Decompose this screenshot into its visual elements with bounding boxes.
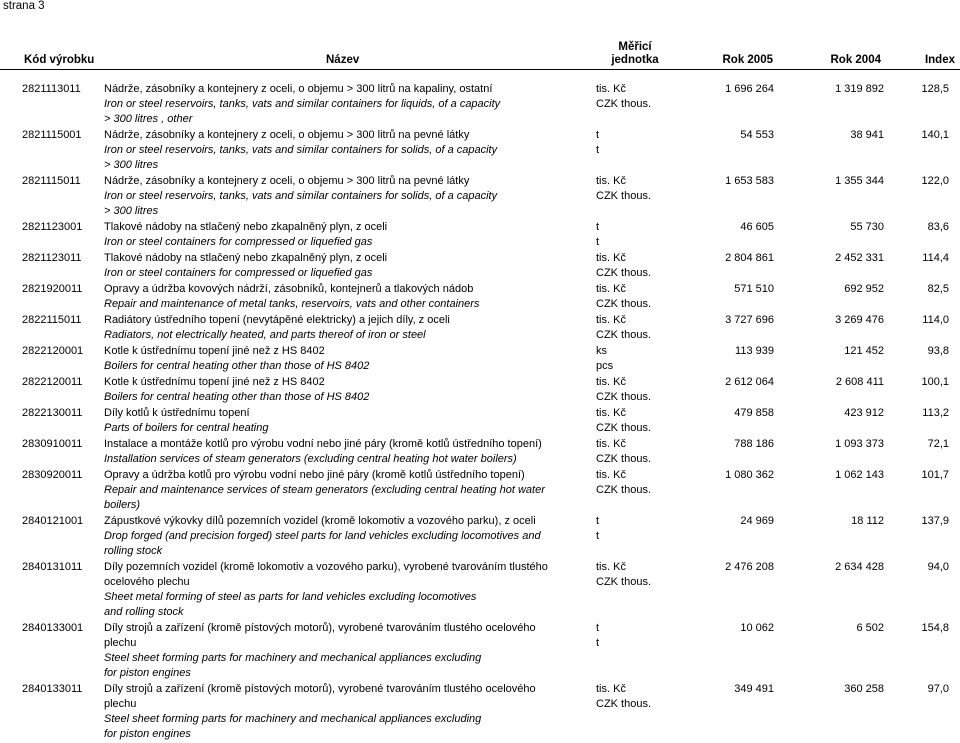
value-2004: 1 355 344 xyxy=(835,175,884,187)
product-code: 2821113011 xyxy=(22,83,81,95)
unit-cz: tis. Kč xyxy=(596,376,626,388)
value-2004: 38 941 xyxy=(850,129,884,141)
header-unit-line2: jednotka xyxy=(611,54,659,66)
header-code: Kód výrobku xyxy=(24,54,95,66)
unit-cz: tis. Kč xyxy=(596,469,626,481)
unit-en: CZK thous. xyxy=(596,576,652,588)
product-code: 2821123011 xyxy=(22,252,82,264)
product-name-en: Sheet metal forming of steel as parts for land vehicles excluding locomotives and rolling stock xyxy=(104,591,477,618)
unit xyxy=(596,468,696,513)
unit xyxy=(596,220,696,250)
header-year-2005: Rok 2005 xyxy=(722,54,773,66)
unit-en: CZK thous. xyxy=(596,698,652,710)
unit-en: CZK thous. xyxy=(596,453,652,465)
index-value: 83,6 xyxy=(927,221,949,233)
product-name-cz: Díly kotlů k ústřednímu topení xyxy=(104,407,250,419)
value-2005: 349 491 xyxy=(734,683,774,695)
value-2005: 46 605 xyxy=(740,221,774,233)
header-rule xyxy=(0,69,960,70)
unit xyxy=(596,375,696,405)
unit xyxy=(596,621,696,681)
value-2004: 121 452 xyxy=(844,345,884,357)
product-code: 2830920011 xyxy=(22,469,83,481)
table-body xyxy=(0,82,960,743)
unit-cz: tis. Kč xyxy=(596,283,626,295)
value-2005: 1 080 362 xyxy=(725,469,774,481)
product-name-cz: Kotle k ústřednímu topení jiné než z HS 8402 xyxy=(104,345,325,357)
unit xyxy=(596,514,696,559)
product-name xyxy=(102,282,596,312)
product-name-cz: Radiátory ústředního topení (nevytápěné elektricky) a jejich díly, z oceli xyxy=(104,314,450,326)
product-name-en: Iron or steel containers for compressed or liquefied gas xyxy=(104,267,373,279)
unit-en: CZK thous. xyxy=(596,329,652,341)
table-row xyxy=(0,621,960,681)
product-code: 2840133011 xyxy=(22,683,83,695)
product-name-cz: Díly strojů a zařízení (kromě pístových motorů), vyrobené tvarováním tlustého ocelového plechu xyxy=(104,622,536,649)
unit xyxy=(596,174,696,219)
index-value: 82,5 xyxy=(927,283,949,295)
product-name-cz: Nádrže, zásobníky a kontejnery z oceli, o objemu > 300 litrů na pevné látky xyxy=(104,129,470,141)
production-table xyxy=(0,38,960,740)
table-row xyxy=(0,82,960,127)
value-2004: 360 258 xyxy=(844,683,884,695)
value-2005: 788 186 xyxy=(734,438,774,450)
unit-cz: tis. Kč xyxy=(596,314,626,326)
index-value: 114,4 xyxy=(922,252,949,264)
product-name xyxy=(102,514,596,559)
value-2005: 1 696 264 xyxy=(725,83,774,95)
product-name xyxy=(102,406,596,436)
header-index: Index xyxy=(924,54,955,66)
index-value: 100,1 xyxy=(921,376,949,388)
index-value: 122,0 xyxy=(921,175,949,187)
table-row xyxy=(0,128,960,173)
product-code: 2822130011 xyxy=(22,407,83,419)
value-2005: 2 612 064 xyxy=(725,376,774,388)
product-name-en: Parts of boilers for central heating xyxy=(104,422,269,434)
unit-cz: tis. Kč xyxy=(596,175,626,187)
unit-en: CZK thous. xyxy=(596,267,652,279)
value-2004: 1 319 892 xyxy=(835,83,884,95)
table-row xyxy=(0,514,960,559)
value-2005: 479 858 xyxy=(734,407,774,419)
value-2005: 1 653 583 xyxy=(725,175,774,187)
product-name xyxy=(102,682,596,742)
product-name-en: Steel sheet forming parts for machinery and mechanical appliances excluding for piston engines xyxy=(104,713,482,740)
unit xyxy=(596,313,696,343)
value-2005: 10 062 xyxy=(740,622,774,634)
value-2005: 3 727 696 xyxy=(725,314,774,326)
unit-cz: tis. Kč xyxy=(596,438,626,450)
table-row xyxy=(0,468,960,513)
product-name xyxy=(102,220,596,250)
value-2005: 571 510 xyxy=(734,283,774,295)
product-name-en: Radiators, not electrically heated, and parts thereof of iron or steel xyxy=(104,329,426,341)
product-name xyxy=(102,621,596,681)
unit-cz: tis. Kč xyxy=(596,561,626,573)
unit xyxy=(596,560,696,620)
product-name xyxy=(102,375,596,405)
product-name-en: Iron or steel reservoirs, tanks, vats and similar containers for solids, of a capacity > 300 litres xyxy=(104,190,498,217)
product-name-en: Repair and maintenance of metal tanks, reservoirs, vats and other containers xyxy=(104,298,480,310)
value-2004: 423 912 xyxy=(844,407,884,419)
header-name: Název xyxy=(326,54,360,66)
unit xyxy=(596,82,696,127)
value-2005: 113 939 xyxy=(735,345,774,357)
product-name-en: Iron or steel containers for compressed or liquefied gas xyxy=(104,236,373,248)
unit-en: t xyxy=(596,637,600,649)
unit-cz: tis. Kč xyxy=(596,83,626,95)
index-value: 101,7 xyxy=(921,469,949,481)
index-value: 137,9 xyxy=(921,515,949,527)
table-row xyxy=(0,682,960,742)
index-value: 93,8 xyxy=(927,345,949,357)
unit-cz: tis. Kč xyxy=(596,252,626,264)
index-value: 140,1 xyxy=(921,129,949,141)
product-name xyxy=(102,437,596,467)
unit-en: CZK thous. xyxy=(596,298,652,310)
unit xyxy=(596,344,696,374)
unit-cz: ks xyxy=(596,345,607,357)
unit-cz: t xyxy=(596,221,600,233)
product-code: 2830910011 xyxy=(22,438,83,450)
product-name xyxy=(102,128,596,173)
unit xyxy=(596,282,696,312)
product-code: 2821115001 xyxy=(22,129,82,141)
product-name xyxy=(102,251,596,281)
unit-en: t xyxy=(596,530,600,542)
value-2004: 3 269 476 xyxy=(835,314,884,326)
product-code: 2822120001 xyxy=(22,345,84,357)
value-2004: 1 093 373 xyxy=(835,438,884,450)
table-row xyxy=(0,344,960,374)
product-name-en: Iron or steel reservoirs, tanks, vats and similar containers for liquids, of a capacity > 300 litres , other xyxy=(104,98,501,125)
product-name-en: Steel sheet forming parts for machinery and mechanical appliances excluding for piston engines xyxy=(104,652,482,679)
product-name-cz: Kotle k ústřednímu topení jiné než z HS 8402 xyxy=(104,376,325,388)
product-name-en: Iron or steel reservoirs, tanks, vats and similar containers for solids, of a capacity > 300 litres xyxy=(104,144,498,171)
unit-en: CZK thous. xyxy=(596,422,652,434)
table-row xyxy=(0,282,960,312)
index-value: 94,0 xyxy=(927,561,949,573)
table-row xyxy=(0,251,960,281)
unit xyxy=(596,406,696,436)
product-name xyxy=(102,313,596,343)
product-name-cz: Opravy a údržba kotlů pro výrobu vodní nebo jiné páry (kromě kotlů ústředního topení) xyxy=(104,469,525,481)
value-2005: 2 476 208 xyxy=(725,561,774,573)
table-row xyxy=(0,560,960,620)
product-name-cz: Tlakové nádoby na stlačený nebo zkapalněný plyn, z oceli xyxy=(104,252,388,264)
product-code: 2822115011 xyxy=(22,314,82,326)
value-2004: 55 730 xyxy=(850,221,884,233)
value-2004: 2 452 331 xyxy=(835,252,884,264)
product-name-en: Boilers for central heating other than those of HS 8402 xyxy=(104,360,370,372)
unit xyxy=(596,128,696,173)
unit-cz: t xyxy=(596,515,600,527)
unit-en: pcs xyxy=(596,360,614,372)
product-name xyxy=(102,560,596,620)
value-2004: 2 634 428 xyxy=(835,561,884,573)
index-value: 72,1 xyxy=(927,438,949,450)
index-value: 154,8 xyxy=(921,622,949,634)
unit-en: CZK thous. xyxy=(596,391,652,403)
unit-en: CZK thous. xyxy=(596,484,652,496)
unit xyxy=(596,437,696,467)
unit-cz: tis. Kč xyxy=(596,407,626,419)
unit-cz: t xyxy=(596,129,600,141)
product-code: 2821115011 xyxy=(22,175,81,187)
table-header xyxy=(0,38,960,69)
product-name xyxy=(102,174,596,219)
product-name-en: Installation services of steam generators (excluding central heating hot water boilers) xyxy=(104,453,517,465)
product-name-en: Boilers for central heating other than those of HS 8402 xyxy=(104,391,370,403)
value-2005: 54 553 xyxy=(740,129,774,141)
product-name-cz: Nádrže, zásobníky a kontejnery z oceli, o objemu > 300 litrů na pevné látky xyxy=(104,175,470,187)
unit-en: CZK thous. xyxy=(596,190,652,202)
product-name xyxy=(102,344,596,374)
product-code: 2821920011 xyxy=(22,283,83,295)
table-row xyxy=(0,437,960,467)
product-name-en: Repair and maintenance services of steam generators (excluding central heating hot water boilers) xyxy=(104,484,545,511)
value-2004: 2 608 411 xyxy=(835,376,884,388)
value-2005: 24 969 xyxy=(740,515,774,527)
unit-cz: tis. Kč xyxy=(596,683,626,695)
unit xyxy=(596,682,696,742)
value-2004: 692 952 xyxy=(844,283,884,295)
index-value: 128,5 xyxy=(921,83,949,95)
product-code: 2840121001 xyxy=(22,515,84,527)
value-2004: 6 502 xyxy=(856,622,884,634)
product-code: 2822120011 xyxy=(22,376,83,388)
unit xyxy=(596,251,696,281)
product-name-cz: Díly strojů a zařízení (kromě pístových motorů), vyrobené tvarováním tlustého ocelového plechu xyxy=(104,683,536,710)
header-year-2004: Rok 2004 xyxy=(830,54,881,66)
table-row xyxy=(0,313,960,343)
unit-en: t xyxy=(596,144,600,156)
product-name-cz: Opravy a údržba kovových nádrží, zásobníků, kontejnerů a tlakových nádob xyxy=(104,283,474,295)
product-name-cz: Nádrže, zásobníky a kontejnery z oceli, o objemu > 300 litrů na kapaliny, ostatní xyxy=(104,83,493,95)
index-value: 114,0 xyxy=(922,314,949,326)
unit-cz: t xyxy=(596,622,600,634)
unit-en: t xyxy=(596,236,600,248)
product-name-cz: Díly pozemních vozidel (kromě lokomotiv a vozového parku), vyrobené tvarováním tlustého ocelového plechu xyxy=(104,561,548,588)
product-name-cz: Zápustkové výkovky dílů pozemních vozidel (kromě lokomotiv a vozového parku), z oceli xyxy=(104,515,536,527)
product-name-cz: Tlakové nádoby na stlačený nebo zkapalněný plyn, z oceli xyxy=(104,221,388,233)
value-2005: 2 804 861 xyxy=(725,252,774,264)
product-name xyxy=(102,82,596,127)
value-2004: 18 112 xyxy=(851,515,884,527)
header-unit-line1: Měřicí xyxy=(618,41,652,53)
product-code: 2840133001 xyxy=(22,622,84,634)
product-name-cz: Instalace a montáže kotlů pro výrobu vodní nebo jiné páry (kromě kotlů ústředního topení) xyxy=(104,438,542,450)
index-value: 97,0 xyxy=(927,683,949,695)
index-value: 113,2 xyxy=(922,407,949,419)
table-row xyxy=(0,174,960,219)
table-row xyxy=(0,406,960,436)
product-name-en: Drop forged (and precision forged) steel parts for land vehicles excluding locomotives and rolling stock xyxy=(104,530,541,557)
product-code: 2821123001 xyxy=(22,221,83,233)
unit-en: CZK thous. xyxy=(596,98,652,110)
page-label: strana 3 xyxy=(3,0,45,12)
product-name xyxy=(102,468,596,513)
table-row xyxy=(0,220,960,250)
table-row xyxy=(0,375,960,405)
product-code: 2840131011 xyxy=(22,561,83,573)
value-2004: 1 062 143 xyxy=(835,469,884,481)
header-unit xyxy=(605,41,665,67)
